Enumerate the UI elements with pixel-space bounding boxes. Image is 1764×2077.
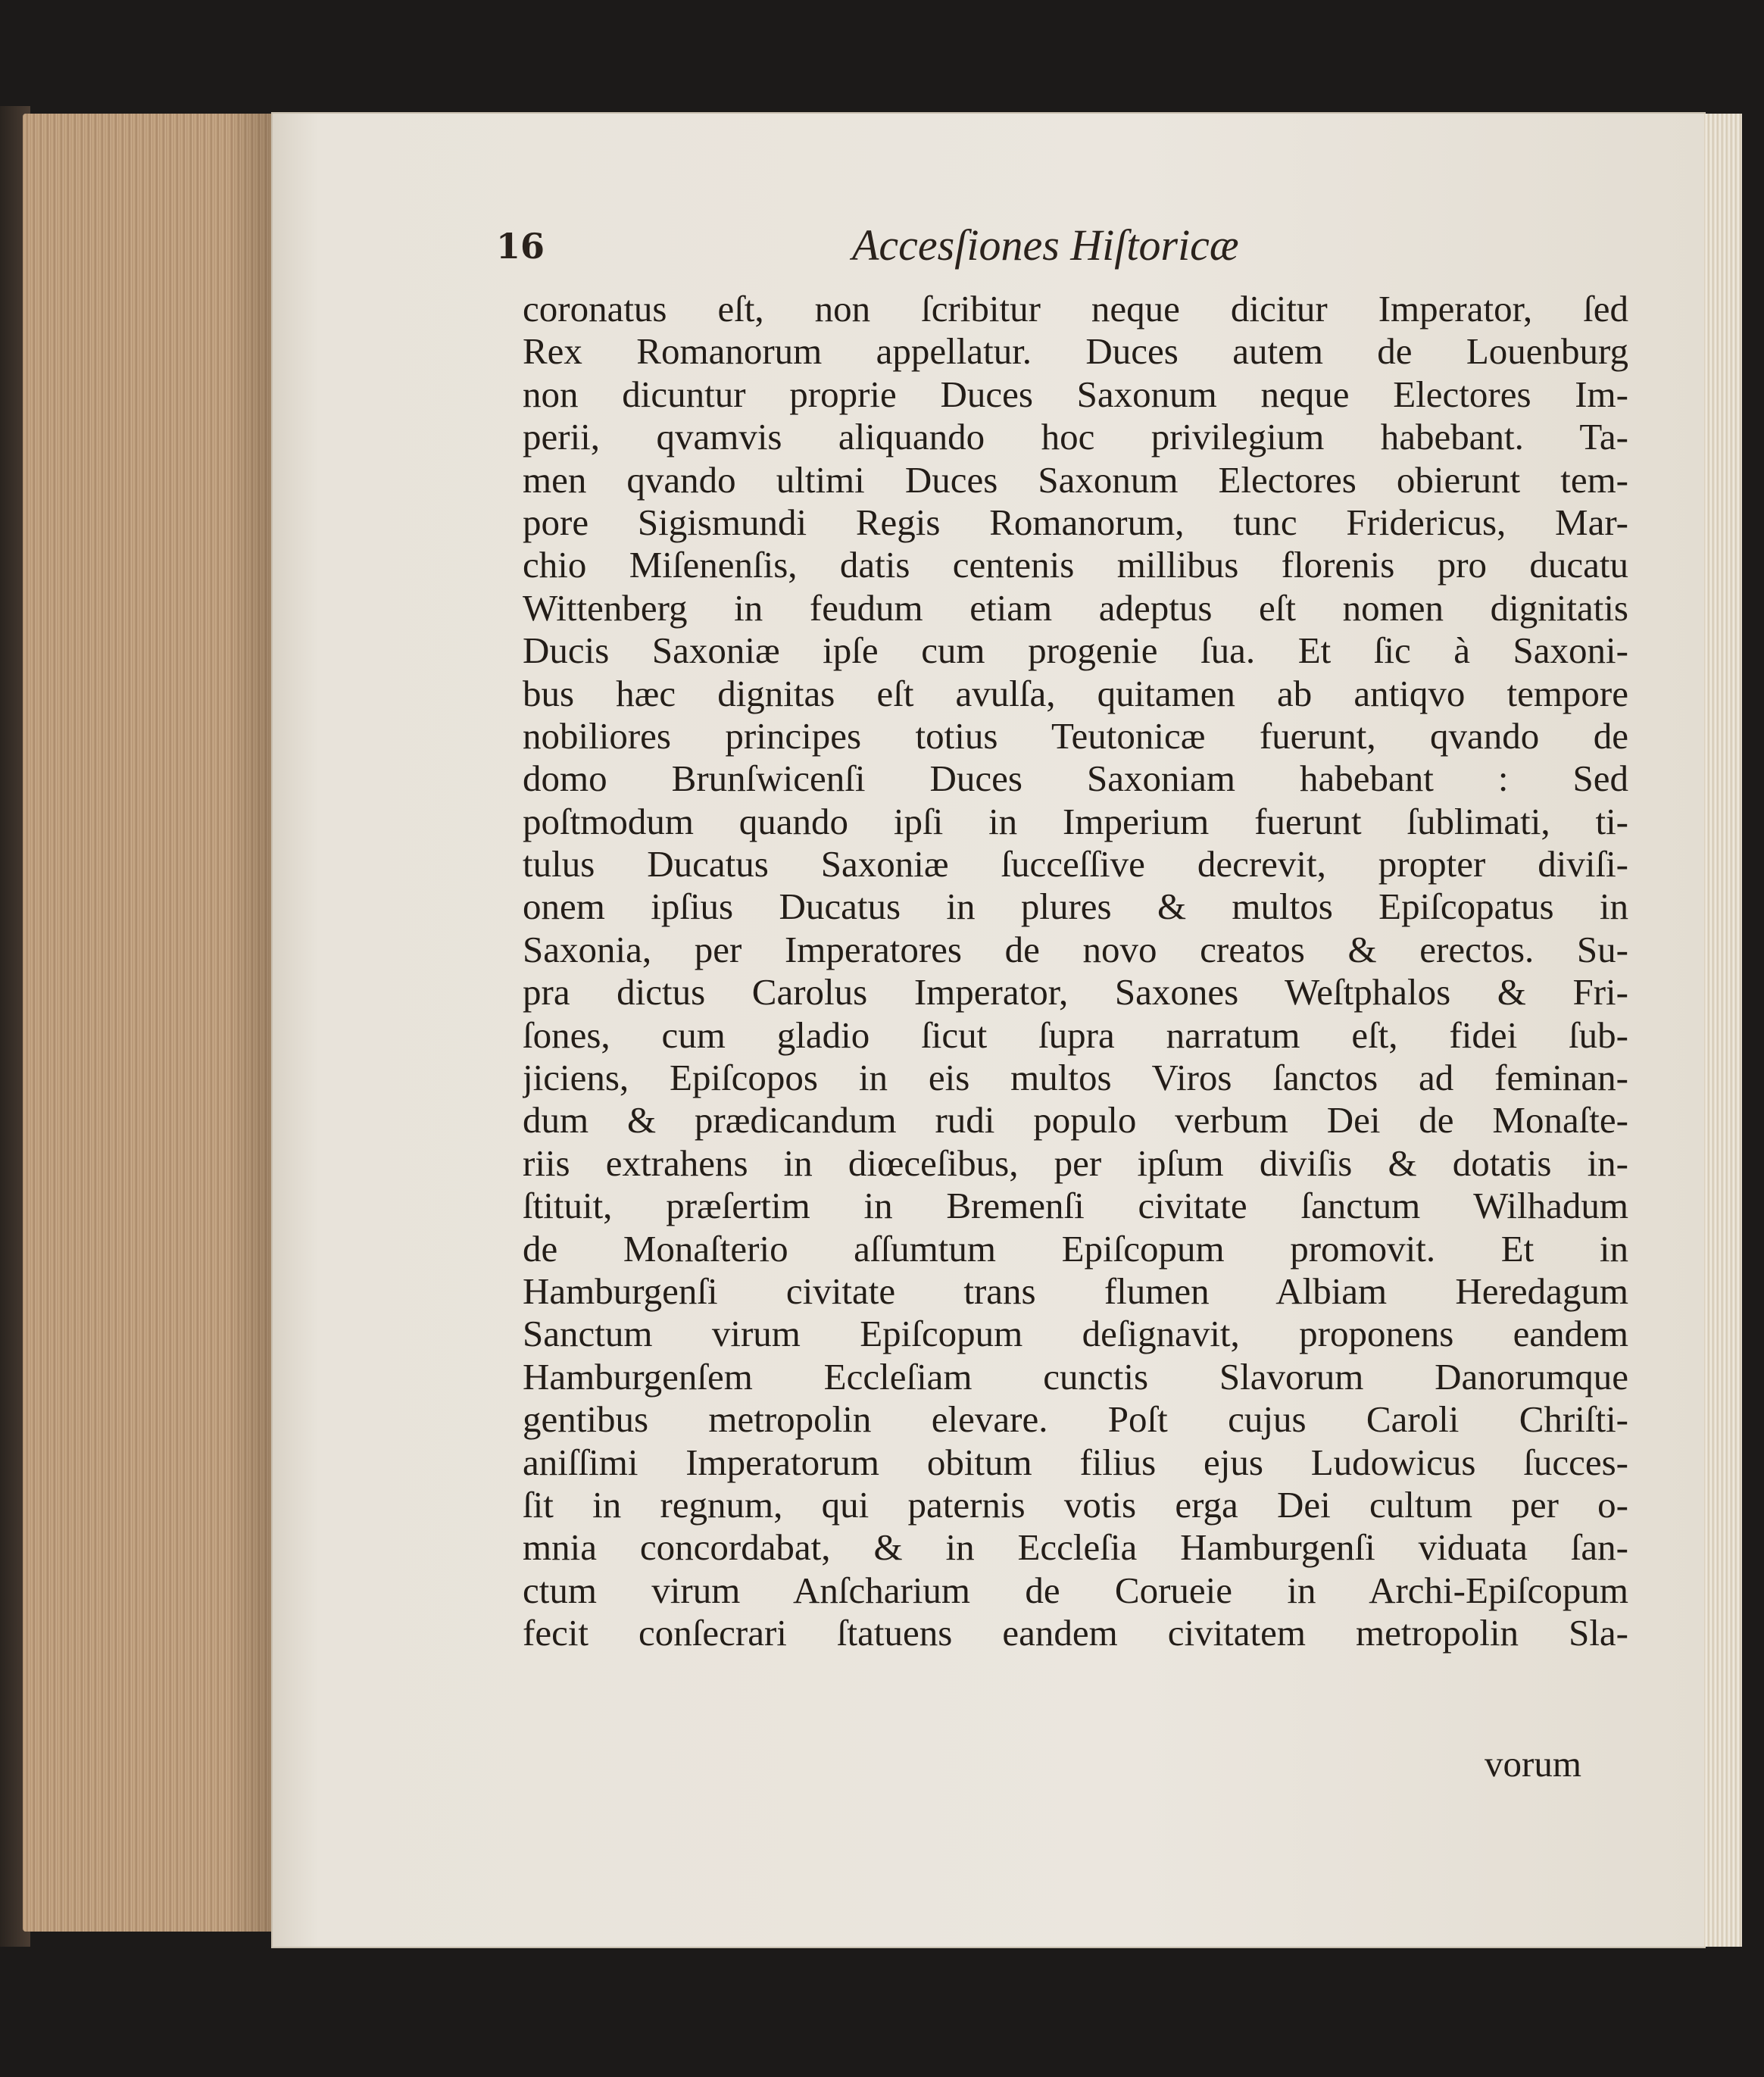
text-line: Ducis Saxoniæ ipſe cum progenie ſua. Et ſic à Saxoni- xyxy=(523,629,1628,672)
text-line: poſtmodum quando ipſi in Imperium fuerunt ſublimati, ti- xyxy=(523,800,1628,842)
text-line: riis extrahens in diœceſibus, per ipſum diviſis & dotatis in- xyxy=(523,1142,1628,1184)
text-line: jiciens, Epiſcopos in eis multos Viros ſanctos ad feminan- xyxy=(523,1057,1628,1099)
page-number: 16 xyxy=(496,226,545,267)
text-line: ſones, cum gladio ſicut ſupra narratum eſt, fidei ſub- xyxy=(523,1014,1628,1056)
text-line: Wittenberg in feudum etiam adeptus eſt nomen dignitatis xyxy=(523,586,1628,629)
text-line: tulus Ducatus Saxoniæ ſucceſſive decrevit, propter diviſi- xyxy=(523,843,1628,885)
text-line: domo Brunſwicenſi Duces Saxoniam habebant : Sed xyxy=(523,757,1628,800)
text-line: Saxonia, per Imperatores de novo creatos & erectos. Su- xyxy=(523,928,1628,970)
text-line: Rex Romanorum appellatur. Duces autem de Louenburg xyxy=(523,330,1628,373)
text-line: de Monaſterio aſſumtum Epiſcopum promovit. Et in xyxy=(523,1227,1628,1270)
text-line: nobiliores principes totius Teutonicæ fuerunt, qvando de xyxy=(523,714,1628,757)
text-line: fecit conſecrari ſtatuens eandem civitatem metropolin Sla- xyxy=(523,1612,1628,1654)
text-line: chio Miſenenſis, datis centenis millibus florenis pro ducatu xyxy=(523,544,1628,586)
text-line: pra dictus Carolus Imperator, Saxones Weſtphalos & Fri- xyxy=(523,971,1628,1014)
text-line: Sanctum virum Epiſcopum deſignavit, proponens eandem xyxy=(523,1313,1628,1355)
text-line: perii, qvamvis aliquando hoc privilegium habebant. Ta- xyxy=(523,416,1628,458)
body-text xyxy=(523,288,1628,1655)
right-page-edge xyxy=(1704,114,1742,1947)
text-line: bus hæc dignitas eſt avulſa, quitamen ab antiqvo tempore xyxy=(523,672,1628,714)
page-header xyxy=(496,220,1632,280)
text-line: ſit in regnum, qui paternis votis erga Dei cultum per o- xyxy=(523,1483,1628,1526)
catchword: vorum xyxy=(1485,1743,1581,1785)
text-line: Hamburgenſem Eccleſiam cunctis Slavorum Danorumque xyxy=(523,1355,1628,1398)
text-line: dum & prædicandum rudi populo verbum Dei de Monaſte- xyxy=(523,1099,1628,1142)
text-line: non dicuntur proprie Duces Saxonum neque Electores Im- xyxy=(523,373,1628,415)
text-line: ſtituit, præſertim in Bremenſi civitate ſanctum Wilhadum xyxy=(523,1185,1628,1227)
text-line: ctum virum Anſcharium de Corueie in Archi-Epiſcopum xyxy=(523,1569,1628,1611)
text-line: mnia concordabat, & in Eccleſia Hamburgenſi viduata ſan- xyxy=(523,1526,1628,1569)
text-line: Hamburgenſi civitate trans flumen Albiam Heredagum xyxy=(523,1270,1628,1312)
text-line: men qvando ultimi Duces Saxonum Electores obierunt tem- xyxy=(523,458,1628,501)
text-line: coronatus eſt, non ſcribitur neque dicitur Imperator, ſed xyxy=(523,288,1628,330)
text-line: aniſſimi Imperatorum obitum filius ejus Ludowicus ſucces- xyxy=(523,1441,1628,1483)
text-line: pore Sigismundi Regis Romanorum, tunc Fridericus, Mar- xyxy=(523,501,1628,543)
text-line: gentibus metropolin elevare. Poſt cujus Caroli Chriſti- xyxy=(523,1398,1628,1441)
gutter-shadow xyxy=(227,114,273,1932)
running-title: Accesſiones Hiſtoricæ xyxy=(852,220,1239,270)
text-line: onem ipſius Ducatus in plures & multos Epiſcopatus in xyxy=(523,885,1628,928)
